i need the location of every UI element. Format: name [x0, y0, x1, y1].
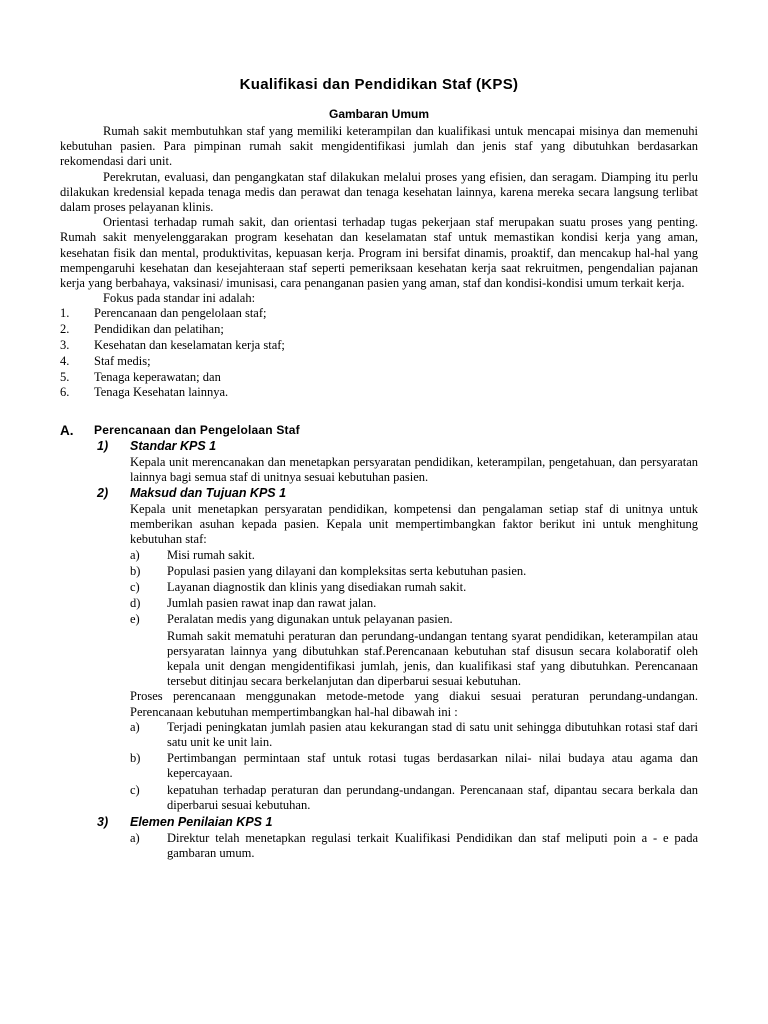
list-text: Misi rumah sakit. [167, 547, 255, 562]
list-item [60, 338, 698, 353]
list-number: 6. [60, 385, 70, 400]
list-text: Peralatan medis yang digunakan untuk pelayanan pasien. [167, 612, 453, 627]
list-item [60, 306, 698, 321]
process-text: Proses perencanaan menggunakan metode-metode yang diakui sesuai peraturan perundang-undangan. Perencanaan kebutuhan mempertimbangkan hal-hal dibawah ini : [130, 689, 698, 719]
list-item [60, 385, 698, 400]
list-letter: d) [130, 596, 141, 611]
list-number: 5. [60, 369, 70, 384]
subsection-title: Standar KPS 1 [130, 438, 217, 453]
list-letter: b) [130, 751, 141, 766]
list-text: Direktur telah menetapkan regulasi terkait Kualifikasi Pendidikan dan staf meliputi poin a - e pada gambaran umum. [167, 831, 698, 861]
element-list [130, 831, 698, 861]
subsection-number: 3) [97, 815, 109, 830]
list-text: kepatuhan terhadap peraturan dan perundang-undangan. Perencanaan staf, dipantau secara berkala dan diperbarui sesuai kebutuhan. [167, 782, 698, 812]
list-text: Populasi pasien yang dilayani dan kompleksitas serta kebutuhan pasien. [167, 563, 527, 578]
standar-text: Kepala unit merencanakan dan menetapkan persyaratan pendidikan, keterampilan, pengetahuan, dan persyaratan lainnya bagi semua staf di unitnya sesuai kebutuhan pasien. [130, 454, 698, 484]
list-text: Pendidikan dan pelatihan; [94, 322, 224, 337]
subsection-heading-elemen [60, 815, 698, 831]
list-letter: e) [130, 612, 140, 627]
subsection-title: Elemen Penilaian KPS 1 [130, 815, 273, 830]
consideration-list [130, 720, 698, 813]
list-number: 4. [60, 353, 70, 368]
subsection-number: 1) [97, 438, 109, 453]
regulation-text: Rumah sakit mematuhi peraturan dan perundang-undangan tentang syarat pendidikan, keterampilan atau persyaratan lainnya yang dibutuhkan staf.Perencanaan kebutuhan staf disusun secara kolaboratif oleh kepala unit dengan mengidentifikasi jumlah, jenis, dan kualifikasi staf yang dibutuhkan. Perencanaan tersebut ditinjau secara berkelanjutan dan diperbarui sesuai kebutuhan. [167, 628, 698, 689]
maksud-text: Kepala unit menetapkan persyaratan pendidikan, kompetensi dan pengalaman setiap staf di unitnya untuk memberikan asuhan kepada pasien. Kepala unit mempertimbangkan faktor berikut ini untuk menghitung kebutuhan staf: [130, 502, 698, 547]
list-item [130, 751, 698, 781]
list-item [60, 322, 698, 337]
list-number: 2. [60, 322, 70, 337]
list-letter: c) [130, 580, 140, 595]
paragraph: Fokus pada standar ini adalah: [103, 291, 256, 306]
section-subtitle: Gambaran Umum [328, 107, 430, 121]
list-item [130, 548, 698, 563]
list-letter: a) [130, 547, 140, 562]
list-text: Pertimbangan permintaan staf untuk rotasi tugas berdasarkan nilai- nilai budaya atau agama dan kepercayaan. [167, 751, 698, 781]
list-text: Tenaga Kesehatan lainnya. [94, 385, 229, 400]
list-text: Tenaga keperawatan; dan [94, 369, 221, 384]
list-text: Layanan diagnostik dan klinis yang disediakan rumah sakit. [167, 580, 467, 595]
subsection-heading-standar [60, 439, 698, 455]
paragraph: Orientasi terhadap rumah sakit, dan orientasi terhadap tugas pekerjaan staf merupakan suatu proses yang penting. Rumah sakit menyelenggarakan program kesehatan dan keselamatan staf untuk memastikan kondisi kerja yang aman, kesehatan fisik dan mental, produktivitas, kepuasan kerja. Program ini bersifat dinamis, proaktif, dan mencakup hal-hal yang mempengaruhi kesehatan dan kesejahteraan staf seperti pemeriksaan kesehatan kerja saat rekruitmen, pengendalian pajanan kerja yang berbahaya, vaksinasi/ imunisasi, cara penanganan pasien yang aman, staf dan kondisi-kondisi umum terkait kerja. [60, 215, 698, 291]
paragraph: Rumah sakit membutuhkan staf yang memiliki keterampilan dan kualifikasi untuk mencapai misinya dan memenuhi kebutuhan pasien. Para pimpinan rumah sakit mengidentifikasi jumlah dan jenis staf yang dibutuhkan berdasarkan rekomendasi dari unit. [60, 124, 698, 169]
list-text: Terjadi peningkatan jumlah pasien atau kekurangan stad di satu unit sehingga dibutuhkan rotasi staf dari satu unit ke unit lain. [167, 719, 698, 750]
list-text: Staf medis; [94, 353, 151, 368]
subsection-heading-maksud [60, 486, 698, 502]
list-number: 3. [60, 338, 70, 353]
list-item [130, 783, 698, 813]
subsection-number: 2) [97, 486, 109, 501]
list-item [130, 596, 698, 611]
list-text: Jumlah pasien rawat inap dan rawat jalan. [167, 596, 377, 611]
list-item [130, 612, 698, 627]
factor-list [130, 548, 698, 628]
list-item [130, 580, 698, 595]
document-title: Kualifikasi dan Pendidikan Staf (KPS) [239, 76, 519, 93]
list-number: 1. [60, 306, 70, 321]
list-item [130, 564, 698, 579]
section-a-heading [60, 423, 698, 439]
list-item [60, 370, 698, 385]
list-text: Kesehatan dan keselamatan kerja staf; [94, 338, 285, 353]
section-title: Perencanaan dan Pengelolaan Staf [94, 422, 300, 437]
list-item [130, 720, 698, 750]
list-letter: a) [130, 831, 140, 846]
list-letter: a) [130, 719, 140, 734]
subsection-title: Maksud dan Tujuan KPS 1 [130, 486, 287, 501]
list-item [60, 354, 698, 369]
list-item [130, 831, 698, 861]
section-letter: A. [60, 422, 74, 438]
list-letter: c) [130, 782, 140, 797]
focus-list [60, 306, 698, 400]
list-text: Perencanaan dan pengelolaan staf; [94, 306, 267, 321]
list-letter: b) [130, 563, 141, 578]
paragraph: Perekrutan, evaluasi, dan pengangkatan staf dilakukan melalui proses yang efisien, dan seragam. Diamping itu perlu dilakukan kredensial kepada tenaga medis dan perawat dan tenaga kesehatan lainnya, karena mereka secara langsung terlibat dalam proses pelayanan klinis. [60, 169, 698, 215]
